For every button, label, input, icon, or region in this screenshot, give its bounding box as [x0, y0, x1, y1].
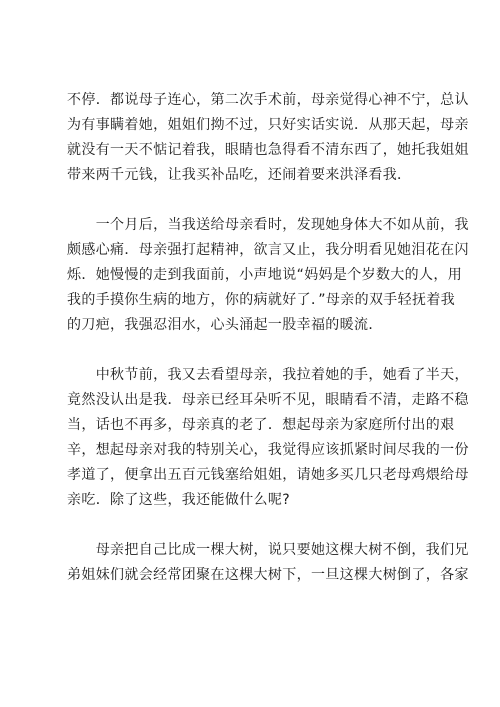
text-line: 我的手摸你生病的地方，你的病就好了．”母亲的双手轻抚着我 [67, 292, 456, 308]
paragraph-spacer [67, 513, 439, 538]
text-line: 竟然没认出是我．母亲已经耳朵听不见，眼睛看不清，走路不稳 [67, 392, 469, 408]
text-line: 母亲把自己比成一棵大树，说只要她这棵大树不倒，我们兄 [67, 542, 469, 558]
text-line: 颇感心痛．母亲强打起精神，欲言又止，我分明看见她泪花在闪 [67, 242, 469, 258]
paragraph-1 [67, 88, 469, 188]
text-line: 一个月后，当我送给母亲看时，发现她身体大不如从前，我 [67, 217, 469, 233]
text-line: 亲吃．除了这些，我还能做什么呢? [67, 492, 291, 508]
text-line: 不停．都说母子连心，第二次手术前，母亲觉得心神不宁，总认 [67, 92, 469, 108]
text-line: 为有事瞒着她，姐姐们拗不过，只好实话实说．从那天起，母亲 [67, 117, 469, 133]
paragraph-spacer [67, 188, 439, 213]
text-line: 带来两千元钱，让我买补品吃，还闹着要来洪泽看我． [67, 167, 412, 183]
text-line: 就没有一天不惦记着我，眼睛也急得看不清东西了，她托我姐姐 [67, 142, 469, 158]
paragraph-3 [67, 363, 469, 513]
paragraph-4 [67, 538, 469, 588]
text-line: 弟姐妹们就会经常团聚在这棵大树下，一旦这棵大树倒了，各家 [67, 567, 469, 583]
document-page [67, 88, 469, 588]
paragraph-spacer [67, 338, 439, 363]
text-line: 孝道了，便拿出五百元钱塞给姐姐，请她多买几只老母鸡煨给母 [67, 467, 469, 483]
text-line: 烁．她慢慢的走到我面前，小声地说“妈妈是个岁数大的人，用 [67, 267, 463, 283]
paragraph-2 [67, 213, 469, 338]
text-line: 的刀疤，我强忍泪水，心头涌起一股幸福的暖流． [67, 317, 383, 333]
text-line: 中秋节前，我又去看望母亲，我拉着她的手，她看了半天， [67, 367, 469, 383]
text-line: 当，话也不再多，母亲真的老了．想起母亲为家庭所付出的艰 [67, 417, 455, 433]
text-line: 辛，想起母亲对我的特别关心，我觉得应该抓紧时间尽我的一份 [67, 442, 469, 458]
